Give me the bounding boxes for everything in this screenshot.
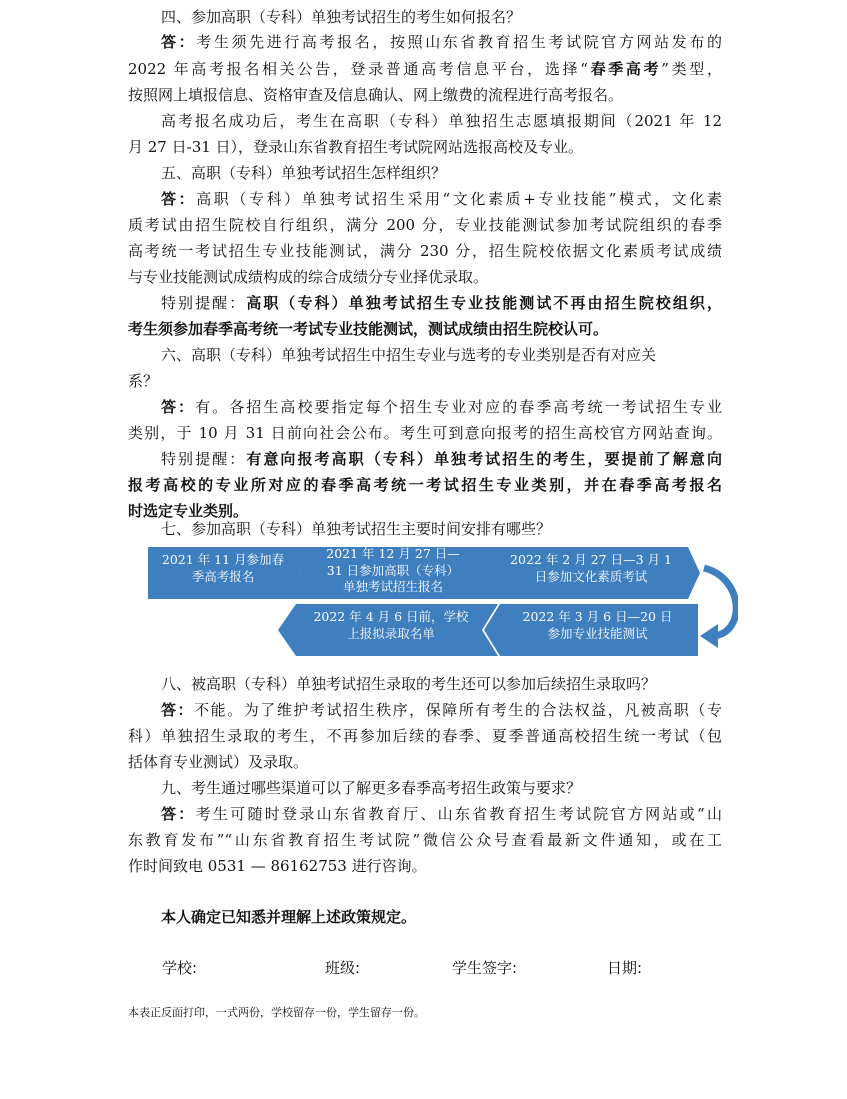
step-3-line-2: 日参加文化素质考试 [534,569,648,584]
text: 不能。为了维护考试招生秩序，保障所有考生的合法权益，凡被高职（专 [194,701,722,719]
date-field-label: 日期: [607,959,643,977]
section-8-heading: 八、被高职（专科）单独考试招生录取的考生还可以参加后续招生录取吗？ [161,675,657,693]
section-6-line-2: 类别，于 10 月 31 日前向社会公布。考生可到意向报考的招生高校官方网站查询。 [128,424,722,442]
section-9-heading: 九、考生通过哪些渠道可以了解更多春季高考招生政策与要求？ [161,779,582,797]
section-4-para-1-line-3: 按照网上填报信息、资格审查及信息确认、网上缴费的流程进行高考报名。 [128,86,624,104]
section-9-para-1 [161,803,722,825]
section-8-line-3: 括体育专业测试）及录取。 [128,753,309,771]
school-field-label: 学校: [162,959,198,977]
step-2-line-3: 单独考试招生报名 [342,579,443,594]
bold-text: 有意向报考高职（专科）单独考试招生的考生，要提前了解意向 [246,450,722,468]
timeline-flowchart [148,544,738,662]
section-4-para-2: 高考报名成功后，考生在高职（专科）单独招生志愿填报期间（2021 年 12 [161,112,722,130]
section-8-para-1 [161,699,722,721]
timeline-step-4 [500,608,695,642]
section-7-heading: 七、参加高职（专科）单独考试招生主要时间安排有哪些？ [161,520,552,538]
answer-label: 答： [161,701,195,719]
section-6-reminder [161,448,722,470]
curved-return-arrow [704,568,736,636]
answer-label: 答： [161,805,196,823]
section-5-line-2: 质考试由招生院校自行组织，满分 200 分，专业技能测试参加考试院组织的春季 [128,216,722,234]
section-5-reminder-line-2: 考生须参加春季高考统一考试专业技能测试，测试成绩由招生院校认可。 [128,320,609,338]
section-4-para-2-line-2: 月 27 日-31 日），登录山东省教育招生考试院网站选报高校及专业。 [128,138,584,156]
print-footnote: 本表正反面打印，一式两份，学校留存一份，学生留存一份。 [128,1006,425,1019]
section-9-line-2: 东教育发布”“山东省教育招生考试院”微信公众号查看最新文件通知，或在工 [128,831,722,849]
section-5-line-3: 高考统一考试招生专业技能测试，满分 230 分，招生院校依据文化素质考试成绩 [128,242,722,260]
step-5-line-1: 2022 年 4 月 6 日前，学校 [313,609,469,624]
text: ”类型， [661,60,722,78]
answer-label: 答： [161,33,197,51]
reminder-label: 特别提醒： [161,294,247,312]
section-6-para-1 [161,396,722,418]
timeline-step-5 [298,608,484,642]
section-4-para-1-line-2 [128,58,722,80]
section-8-line-2: 科）单独招生录取的考生，不再参加后续的春季、夏季普通高校招生统一考试（包 [128,727,722,745]
bold-text: 春季高考 [587,60,662,78]
curved-return-arrow-head [700,624,718,648]
section-5-reminder [161,292,722,314]
step-2-line-1: 2021 年 12 月 27 日— [326,546,460,561]
answer-label: 答： [161,398,196,416]
timeline-step-3 [496,551,686,585]
section-5-line-4: 与专业技能测试成绩构成的综合成绩分专业择优录取。 [128,268,489,286]
section-6-reminder-line-2: 报考高校的专业所对应的春季高考统一考试招生专业类别，并在春季高考报名 [128,476,722,494]
step-4-line-1: 2022 年 3 月 6 日—20 日 [522,609,673,624]
section-9-line-3: 作时间致电 0531 — 86162753 进行咨询。 [128,857,427,875]
section-5-para-1 [161,188,722,210]
section-4-heading: 四、参加高职（专科）单独考试招生的考生如何报名？ [161,8,522,26]
text: 2022 年高考报名相关公告，登录普通高考信息平台，选择“ [128,60,588,78]
section-6-heading: 六、高职（专科）单独考试招生中招生专业与选考的专业类别是否有对应关 [161,346,657,364]
step-5-line-2: 上报拟录取名单 [347,626,435,641]
section-5-heading: 五、高职（专科）单独考试招生怎样组织？ [161,164,447,182]
student-signature-label: 学生签字: [452,959,518,977]
step-2-line-2: 31 日参加高职（专科） [326,562,460,578]
bold-text: 高职（专科）单独考试招生专业技能测试不再由招生院校组织， [246,294,722,312]
step-4-line-2: 参加专业技能测试 [547,626,648,641]
timeline-step-2 [308,546,478,596]
text: 有。各招生高校要指定每个招生专业对应的春季高考统一考试招生专业 [195,398,722,416]
text: 考生可随时登录山东省教育厅、山东省教育招生考试院官方网站或“山 [195,805,722,823]
section-6-reminder-line-3: 时选定专业类别。 [128,502,249,520]
class-field-label: 班级: [325,959,361,977]
reminder-label: 特别提醒： [161,450,247,468]
timeline-step-1 [154,551,292,585]
step-3-line-1: 2022 年 2 月 27 日—3 月 1 [510,552,672,567]
step-1-line-2: 季高考报名 [191,569,255,584]
text: 高职（专科）单独考试招生采用“文化素质+专业技能”模式，文化素 [196,190,722,208]
text: 考生须先进行高考报名，按照山东省教育招生考试院官方网站发布的 [196,33,722,51]
answer-label: 答： [161,190,197,208]
step-1-line-1: 2021 年 11 月参加春 [161,552,285,567]
section-6-heading-line-2: 系？ [128,372,159,390]
confirmation-statement: 本人确定已知悉并理解上述政策规定。 [161,908,417,926]
section-4-para-1 [161,31,722,53]
